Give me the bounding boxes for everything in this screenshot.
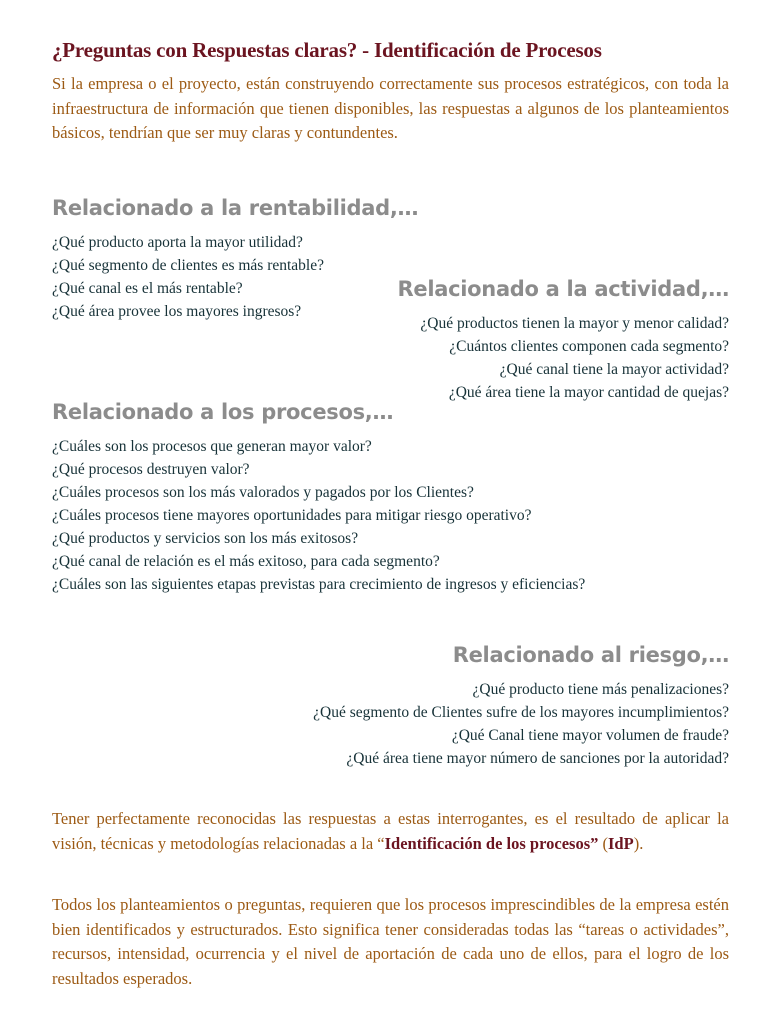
question-item: ¿Qué canal tiene la mayor actividad? bbox=[499, 361, 729, 378]
question-item: ¿Qué producto tiene más penalizaciones? bbox=[472, 681, 729, 698]
page-title: ¿Preguntas con Respuestas claras? - Identificación de Procesos bbox=[52, 38, 602, 62]
intro-paragraph: Si la empresa o el proyecto, están construyendo correctamente sus procesos estratégicos, con toda la infraestructura de información que tienen disponibles, las respuestas a algunos de los planteamientos básicos, tendrían que ser muy claras y contundentes. bbox=[52, 74, 729, 142]
questions-riesgo bbox=[313, 678, 729, 770]
heading-riesgo: Relacionado al riesgo,… bbox=[452, 643, 729, 667]
idp-term: Identificación de los procesos” bbox=[384, 833, 599, 853]
question-item: ¿Qué procesos destruyen valor? bbox=[52, 461, 250, 478]
question-item: ¿Qué segmento de Clientes sufre de los mayores incumplimientos? bbox=[313, 704, 729, 721]
closing-paragraph: Todos los planteamientos o preguntas, requieren que los procesos imprescindibles de la empresa estén bien identificados y estructurados. Esto significa tener consideradas todas las “tareas o actividades”, recursos, intensidad, ocurrencia y el nivel de aportación de cada uno de ellos, para el logro de los resultados esperados. bbox=[52, 895, 729, 988]
conclusion-text-middle: ( bbox=[598, 833, 609, 853]
questions-rentabilidad bbox=[52, 231, 324, 323]
question-item: ¿Cuántos clientes componen cada segmento? bbox=[449, 338, 729, 355]
questions-actividad bbox=[420, 312, 729, 404]
heading-rentabilidad: Relacionado a la rentabilidad,… bbox=[52, 196, 419, 220]
question-item: ¿Qué producto aporta la mayor utilidad? bbox=[52, 234, 303, 251]
question-item: ¿Cuáles procesos tiene mayores oportunidades para mitigar riesgo operativo? bbox=[52, 507, 532, 524]
question-item: ¿Qué área tiene mayor número de sanciones por la autoridad? bbox=[346, 750, 729, 767]
question-item: ¿Cuáles procesos son los más valorados y pagados por los Clientes? bbox=[52, 484, 474, 501]
heading-actividad: Relacionado a la actividad,… bbox=[397, 277, 729, 301]
questions-procesos bbox=[52, 435, 585, 596]
idp-abbreviation: IdP bbox=[608, 833, 634, 853]
question-item: ¿Qué canal de relación es el más exitoso, para cada segmento? bbox=[52, 553, 440, 570]
question-item: ¿Qué área provee los mayores ingresos? bbox=[52, 303, 302, 320]
conclusion-paragraph bbox=[52, 807, 729, 856]
question-item: ¿Qué área tiene la mayor cantidad de quejas? bbox=[448, 384, 729, 401]
question-item: ¿Qué productos tienen la mayor y menor calidad? bbox=[420, 315, 729, 332]
question-item: ¿Qué Canal tiene mayor volumen de fraude? bbox=[451, 727, 729, 744]
conclusion-text-after: ). bbox=[633, 833, 644, 853]
question-item: ¿Cuáles son los procesos que generan mayor valor? bbox=[52, 438, 372, 455]
conclusion-text-before: Tener perfectamente reconocidas las respuestas a estas interrogantes, es el resultado de aplicar la visión, técnicas y metodologías relacionadas a la “ bbox=[52, 809, 729, 853]
question-item: ¿Qué segmento de clientes es más rentable? bbox=[52, 257, 324, 274]
heading-procesos: Relacionado a los procesos,… bbox=[52, 400, 394, 424]
question-item: ¿Qué canal es el más rentable? bbox=[52, 280, 243, 297]
document-page bbox=[52, 0, 729, 1024]
question-item: ¿Cuáles son las siguientes etapas previstas para crecimiento de ingresos y eficiencias? bbox=[52, 576, 586, 593]
question-item: ¿Qué productos y servicios son los más exitosos? bbox=[52, 530, 359, 547]
